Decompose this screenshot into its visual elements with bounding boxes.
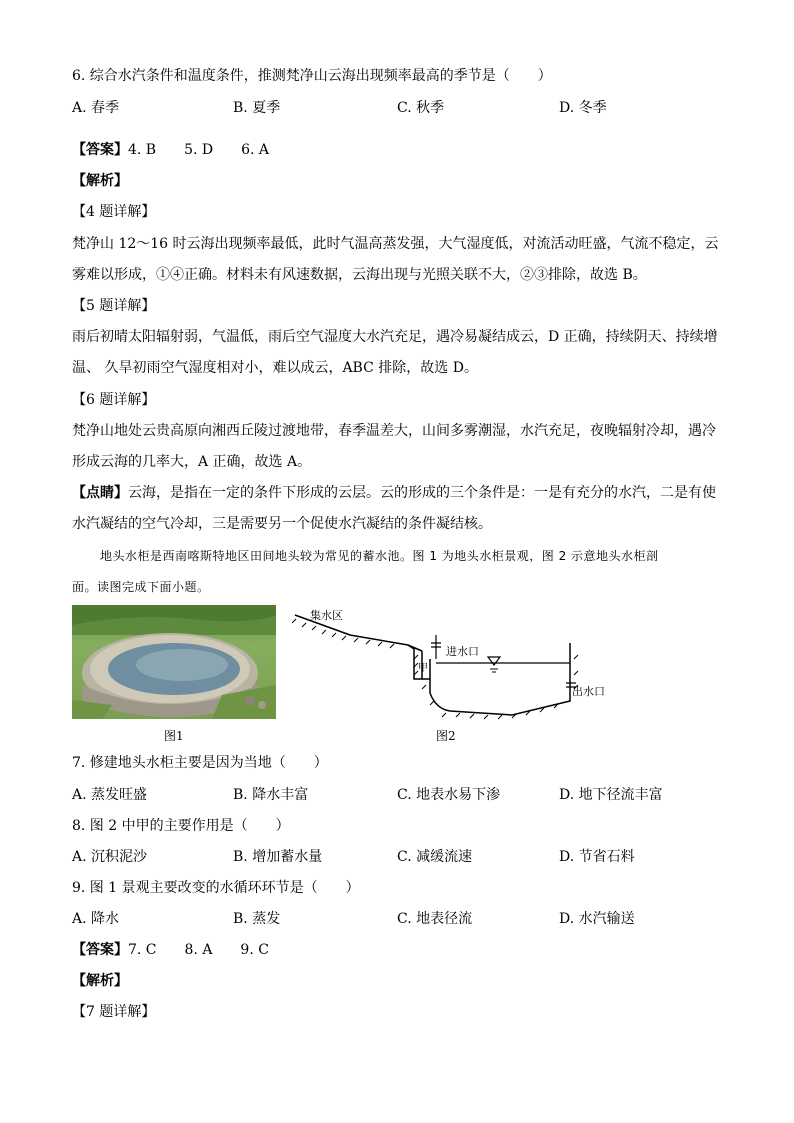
figure-2-cross-section [290,605,605,725]
key-point-line-1 [72,483,716,503]
detail-4-title: 【4 题详解】 [72,204,156,220]
answer-block-1 [72,140,269,160]
q6-option-d: D. 冬季 [559,100,607,116]
detail-7-title: 【7 题详解】 [72,1004,156,1020]
question-9-stem: 9. 图 1 景观主要改变的水循环环节是（ ） [72,880,360,896]
q9-option-d: D. 水汽输送 [559,911,635,927]
q8-option-d: D. 节省石料 [559,849,635,865]
analysis-heading-2: 【解析】 [72,973,128,989]
q7-option-b: B. 降水丰富 [233,787,309,803]
key-point-line-2: 水汽凝结的空气冷却，三是需要另一个促使水汽凝结的条件凝结核。 [72,516,492,532]
label-catchment: 集水区 [310,609,343,622]
detail-4-line-1: 梵净山 12～16 时云海出现频率最低，此时气温高蒸发强，大气湿度低，对流活动旺盛，气流不稳定，云 [72,236,719,252]
detail-5-line-2: 温、 久旱初雨空气湿度相对小，难以成云，ABC 排除，故选 D。 [72,360,478,376]
q9-option-c: C. 地表径流 [397,911,473,927]
analysis-heading-1: 【解析】 [72,173,128,189]
q7-option-a: A. 蒸发旺盛 [72,787,148,803]
figure-2-caption: 图2 [436,729,456,743]
q9-option-a: A. 降水 [72,911,120,927]
detail-5-line-1: 雨后初晴太阳辐射弱，气温低，雨后空气湿度大水汽充足，遇冷易凝结成云，D 正确，持续阴天、持续增 [72,329,718,345]
answer-tag: 【答案】 [72,142,128,158]
answer-text-2: 7. C 8. A 9. C [128,942,269,958]
q8-option-c: C. 减缓流速 [397,849,473,865]
q8-option-b: B. 增加蓄水量 [233,849,323,865]
detail-6-line-2: 形成云海的几率大，A 正确，故选 A。 [72,454,312,470]
answer-tag-2: 【答案】 [72,942,128,958]
q7-option-d: D. 地下径流丰富 [559,787,663,803]
figure-1-photo [72,605,276,719]
detail-6-line-1: 梵净山地处云贵高原向湘西丘陵过渡地带，春季温差大，山间多雾潮湿，水汽充足，夜晚辐射冷却，遇冷 [72,423,716,439]
detail-4-line-2: 雾难以形成，①④正确。材料未有风速数据，云海出现与光照关联不大，②③排除，故选 B。 [72,267,647,283]
q8-option-a: A. 沉积泥沙 [72,849,148,865]
q6-option-c: C. 秋季 [397,100,445,116]
q6-option-a: A. 春季 [72,100,120,116]
answer-text: 4. B 5. D 6. A [128,142,270,158]
question-7-stem: 7. 修建地头水柜主要是因为当地（ ） [72,755,328,771]
detail-5-title: 【5 题详解】 [72,298,156,314]
key-point-text-1: 云海，是指在一定的条件下形成的云层。云的形成的三个条件是：一是有充分的水汽，二是有使 [128,485,716,501]
material-line-2: 面。读图完成下面小题。 [72,580,210,594]
label-inlet: 进水口 [446,645,479,658]
figure-1-caption: 图1 [164,729,184,743]
question-6-stem: 6. 综合水汽条件和温度条件，推测梵净山云海出现频率最高的季节是（ ） [72,68,552,84]
label-jia: 甲 [418,663,428,674]
material-line-1: 地头水柜是西南喀斯特地区田间地头较为常见的蓄水池。图 1 为地头水柜景观，图 2 示意地头水柜剖 [100,549,659,563]
answer-block-2 [72,940,269,960]
key-point-tag: 【点睛】 [72,485,128,501]
question-8-stem: 8. 图 2 中甲的主要作用是（ ） [72,818,290,834]
detail-6-title: 【6 题详解】 [72,392,156,408]
q7-option-c: C. 地表水易下渗 [397,787,501,803]
label-outlet: 出水口 [572,685,605,698]
q6-option-b: B. 夏季 [233,100,281,116]
q9-option-b: B. 蒸发 [233,911,281,927]
